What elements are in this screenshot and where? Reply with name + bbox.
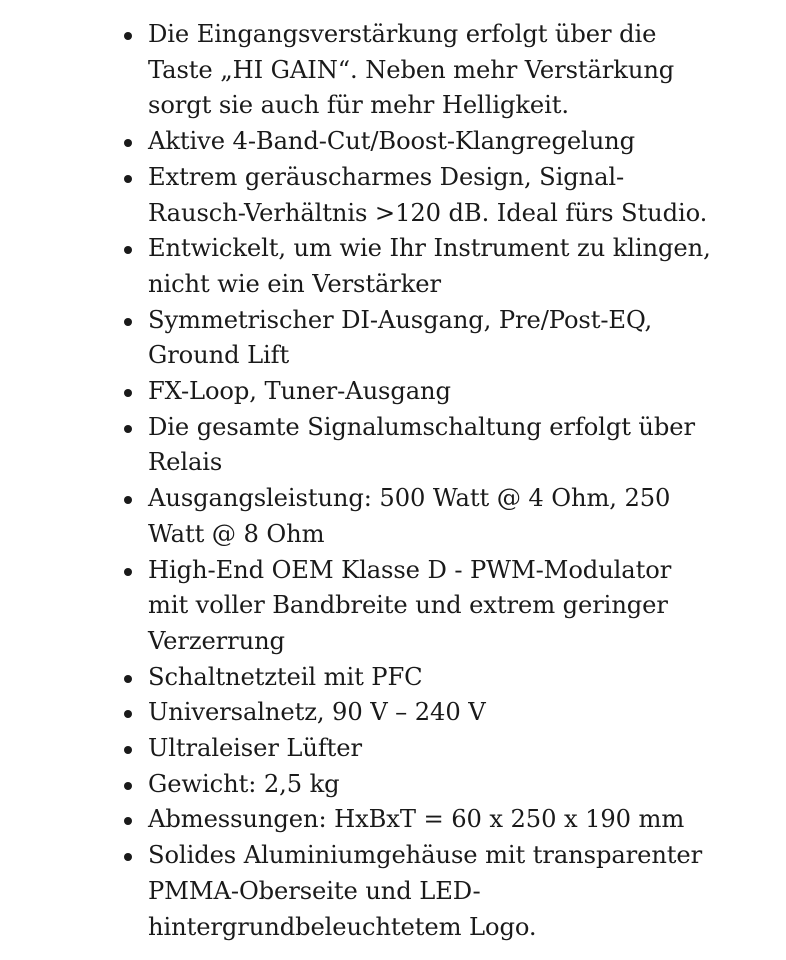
list-item-text: Gewicht: 2,5 kg <box>148 769 340 798</box>
list-item-text: Verzerrung <box>148 626 285 655</box>
list-item <box>148 303 743 374</box>
list-item-text: Schaltnetzteil mit PFC <box>148 662 423 691</box>
list-item-text: Abmessungen: HxBxT = 60 x 250 x 190 mm <box>148 805 685 834</box>
list-item <box>148 17 743 124</box>
list-item-text: mit voller Bandbreite und extrem geringer <box>148 591 668 620</box>
list-item-text: Rausch-Verhältnis >120 dB. Ideal fürs Studio. <box>148 198 708 227</box>
list-item-text: Extrem geräuscharmes Design, Signal- <box>148 162 625 191</box>
list-item-text: Ground Lift <box>148 341 290 370</box>
list-item <box>148 231 743 302</box>
list-item-text: nicht wie ein Verstärker <box>148 269 441 298</box>
list-item-text: PMMA-Oberseite und LED- <box>148 876 481 905</box>
list-item <box>148 695 743 731</box>
list-item-text: Die Eingangsverstärkung erfolgt über die <box>148 20 657 48</box>
list-item-text: Taste „HI GAIN“. Neben mehr Verstärkung <box>148 55 675 84</box>
list-item-text: Watt @ 8 Ohm <box>148 519 325 548</box>
list-item-text: Die gesamte Signalumschaltung erfolgt über <box>148 412 695 441</box>
feature-list <box>0 17 786 945</box>
list-item <box>148 160 743 231</box>
list-item-text: FX-Loop, Tuner-Ausgang <box>148 377 451 406</box>
list-item-text: Ausgangsleistung: 500 Watt @ 4 Ohm, 250 <box>148 484 671 513</box>
list-item <box>148 802 743 838</box>
list-item-text: Solides Aluminiumgehäuse mit transparenter <box>148 841 703 870</box>
list-item <box>148 553 743 660</box>
list-item-text: Aktive 4-Band-Cut/Boost-Klangregelung <box>148 127 636 156</box>
list-item-text: Universalnetz, 90 V – 240 V <box>148 698 486 727</box>
list-item <box>148 660 743 696</box>
list-item <box>148 731 743 767</box>
list-item-text: sorgt sie auch für mehr Helligkeit. <box>148 91 569 120</box>
list-item <box>148 838 743 945</box>
list-item <box>148 767 743 803</box>
list-item-text: Ultraleiser Lüfter <box>148 734 362 763</box>
list-item <box>148 410 743 481</box>
list-item <box>148 374 743 410</box>
list-item-text: Relais <box>148 448 223 477</box>
list-item-text: Symmetrischer DI-Ausgang, Pre/Post-EQ, <box>148 305 653 334</box>
list-item-text: hintergrundbeleuchtetem Logo. <box>148 912 537 941</box>
list-item <box>148 481 743 552</box>
feature-list-container <box>0 17 786 945</box>
list-item-text: High-End OEM Klasse D - PWM-Modulator <box>148 555 672 584</box>
list-item <box>148 124 743 160</box>
list-item-text: Entwickelt, um wie Ihr Instrument zu klingen, <box>148 234 711 263</box>
